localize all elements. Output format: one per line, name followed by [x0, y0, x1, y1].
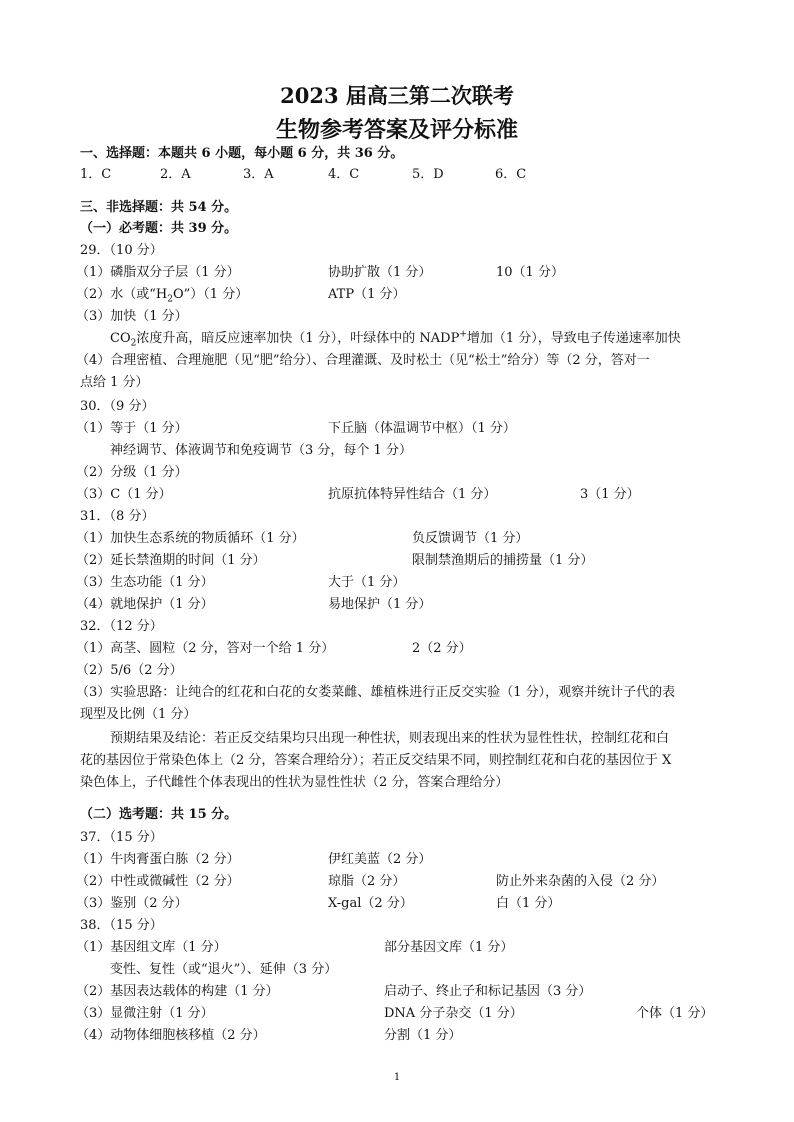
q32-answer-2: （2）5/6（2 分）: [76, 663, 183, 678]
q31-answer-3a: （3）生态功能（1 分）: [76, 575, 214, 590]
q32-answer-1a: （1）高茎、圆粒（2 分，答对一个给 1 分）: [76, 641, 335, 656]
q30-answer-1b: 下丘脑（体温调节中枢）（1 分）: [328, 421, 516, 436]
q32-prediction-2: 花的基因位于常染色体上（2 分，答案合理给分）；若正反交结果不同，则控制红花和白花的基因位于 X: [80, 753, 672, 768]
q38-answer-1c: 变性、复性（或“退火”）、延伸（3 分）: [110, 962, 338, 977]
q32-answer-3: （3）实验思路：让纯合的红花和白花的女娄菜雌、雄植株进行正反交实验（1 分），观察并统计子代的表: [76, 685, 676, 700]
q30-answer-3b: 抗原抗体特异性结合（1 分）: [328, 487, 497, 502]
q38-answer-1a: （1）基因组文库（1 分）: [76, 940, 227, 955]
q31-answer-2a: （2）延长禁渔期的时间（1 分）: [76, 553, 266, 568]
q37-answer-3b: X-gal（2 分）: [328, 896, 413, 911]
q31-answer-1b: 负反馈调节（1 分）: [412, 531, 529, 546]
page-number: 1: [393, 1072, 401, 1083]
q31-answer-4b: 易地保护（1 分）: [328, 597, 432, 612]
subsection-elective: （二）选考题：共 15 分。: [80, 807, 238, 822]
q29-answer-1b: 协助扩散（1 分）: [328, 265, 432, 280]
answer-1: 1．C: [80, 167, 112, 182]
q31-heading: 31．（8 分）: [80, 509, 155, 524]
subsection-required: （一）必考题：共 39 分。: [80, 221, 238, 236]
q37-answer-2c: 防止外来杂菌的入侵（2 分）: [496, 874, 665, 889]
q30-heading: 30．（9 分）: [80, 399, 155, 414]
q32-heading: 32．（12 分）: [80, 619, 163, 634]
q32-prediction-1: 预期结果及结论：若正反交结果均只出现一种性状，则表现出来的性状为显性性状，控制红花和白: [110, 731, 670, 746]
q38-heading: 38．（15 分）: [80, 918, 163, 933]
q37-answer-1a: （1）牛肉膏蛋白胨（2 分）: [76, 852, 240, 867]
q38-answer-3a: （3）显微注射（1 分）: [76, 1006, 214, 1021]
q38-answer-3c: 个体（1 分）: [636, 1006, 714, 1021]
q30-answer-3c: 3（1 分）: [580, 487, 640, 502]
q37-answer-3a: （3）鉴别（2 分）: [76, 896, 188, 911]
q30-answer-3a: （3）C（1 分）: [76, 487, 172, 502]
q29-answer-4: （4）合理密植、合理施肥（见“肥”给分）、合理灌溉、及时松土（见“松土”给分）等（2 分，答对一: [76, 353, 650, 368]
q31-answer-1a: （1）加快生态系统的物质循环（1 分）: [76, 531, 305, 546]
answer-4: 4．C: [328, 167, 360, 182]
q32-answer-1b: 2（2 分）: [412, 641, 472, 656]
q30-answer-1c: 神经调节、体液调节和免疫调节（3 分，每个 1 分）: [110, 443, 412, 458]
answer-6: 6．C: [495, 167, 527, 182]
q29-answer-2a: （2）水（或“$H_2O”)(1$ 分）: [76, 287, 249, 305]
section-heading-nonchoice: 三、非选择题：共 54 分。: [80, 200, 238, 215]
q29-answer-1a: （1）磷脂双分子层（1 分）: [76, 265, 240, 280]
q38-answer-4b: 分割（1 分）: [384, 1028, 462, 1043]
q32-prediction-3: 染色体上，子代雌性个体表现出的性状为显性性状（2 分，答案合理给分）: [80, 775, 509, 790]
q37-answer-2a: （2）中性或微碱性（2 分）: [76, 874, 240, 889]
q37-answer-3c: 白（1 分）: [496, 896, 561, 911]
q29-answer-4-cont: 点给 1 分）: [80, 375, 149, 390]
answer-3: 3．A: [243, 167, 274, 182]
document-subtitle: 生物参考答案及评分标准: [275, 117, 518, 143]
q37-heading: 37．（15 分）: [80, 830, 163, 845]
q38-answer-2a: （2）基因表达载体的构建（1 分）: [76, 984, 279, 999]
q32-answer-3-cont: 现型及比例（1 分）: [80, 707, 197, 722]
q29-answer-3: （3）加快（1 分）: [76, 309, 188, 324]
q37-answer-1b: 伊红美蓝（2 分）: [328, 852, 432, 867]
q29-answer-2b: ATP（1 分）: [328, 287, 406, 302]
q31-answer-4a: （4）就地保护（1 分）: [76, 597, 214, 612]
q37-answer-2b: 琼脂（2 分）: [328, 874, 406, 889]
q38-answer-4a: （4）动物体细胞核移植（2 分）: [76, 1028, 266, 1043]
q38-answer-1b: 部分基因文库（1 分）: [384, 940, 514, 955]
q31-answer-3b: 大于（1 分）: [328, 575, 406, 590]
q30-answer-2: （2）分级（1 分）: [76, 465, 188, 480]
q30-answer-1a: （1）等于（1 分）: [76, 421, 188, 436]
section-heading-choice: 一、选择题：本题共 6 小题，每小题 6 分，共 36 分。: [80, 146, 404, 161]
q29-answer-3-explanation: $CO_2$浓度升高，暗反应速率加快（1 分），叶绿体中的 NADP+增加（1 分），导致电子传递速率加快: [110, 329, 681, 349]
answer-5: 5．D: [412, 167, 444, 182]
answer-2: 2．A: [160, 167, 191, 182]
q38-answer-3b: DNA 分子杂交（1 分）: [384, 1006, 523, 1021]
q29-answer-1c: 10（1 分）: [496, 265, 564, 280]
document-title: 2023 届高三第二次联考: [280, 83, 514, 108]
q29-heading: 29．（10 分）: [80, 243, 163, 258]
q38-answer-2b: 启动子、终止子和标记基因（3 分）: [384, 984, 592, 999]
q31-answer-2b: 限制禁渔期后的捕捞量（1 分）: [412, 553, 594, 568]
